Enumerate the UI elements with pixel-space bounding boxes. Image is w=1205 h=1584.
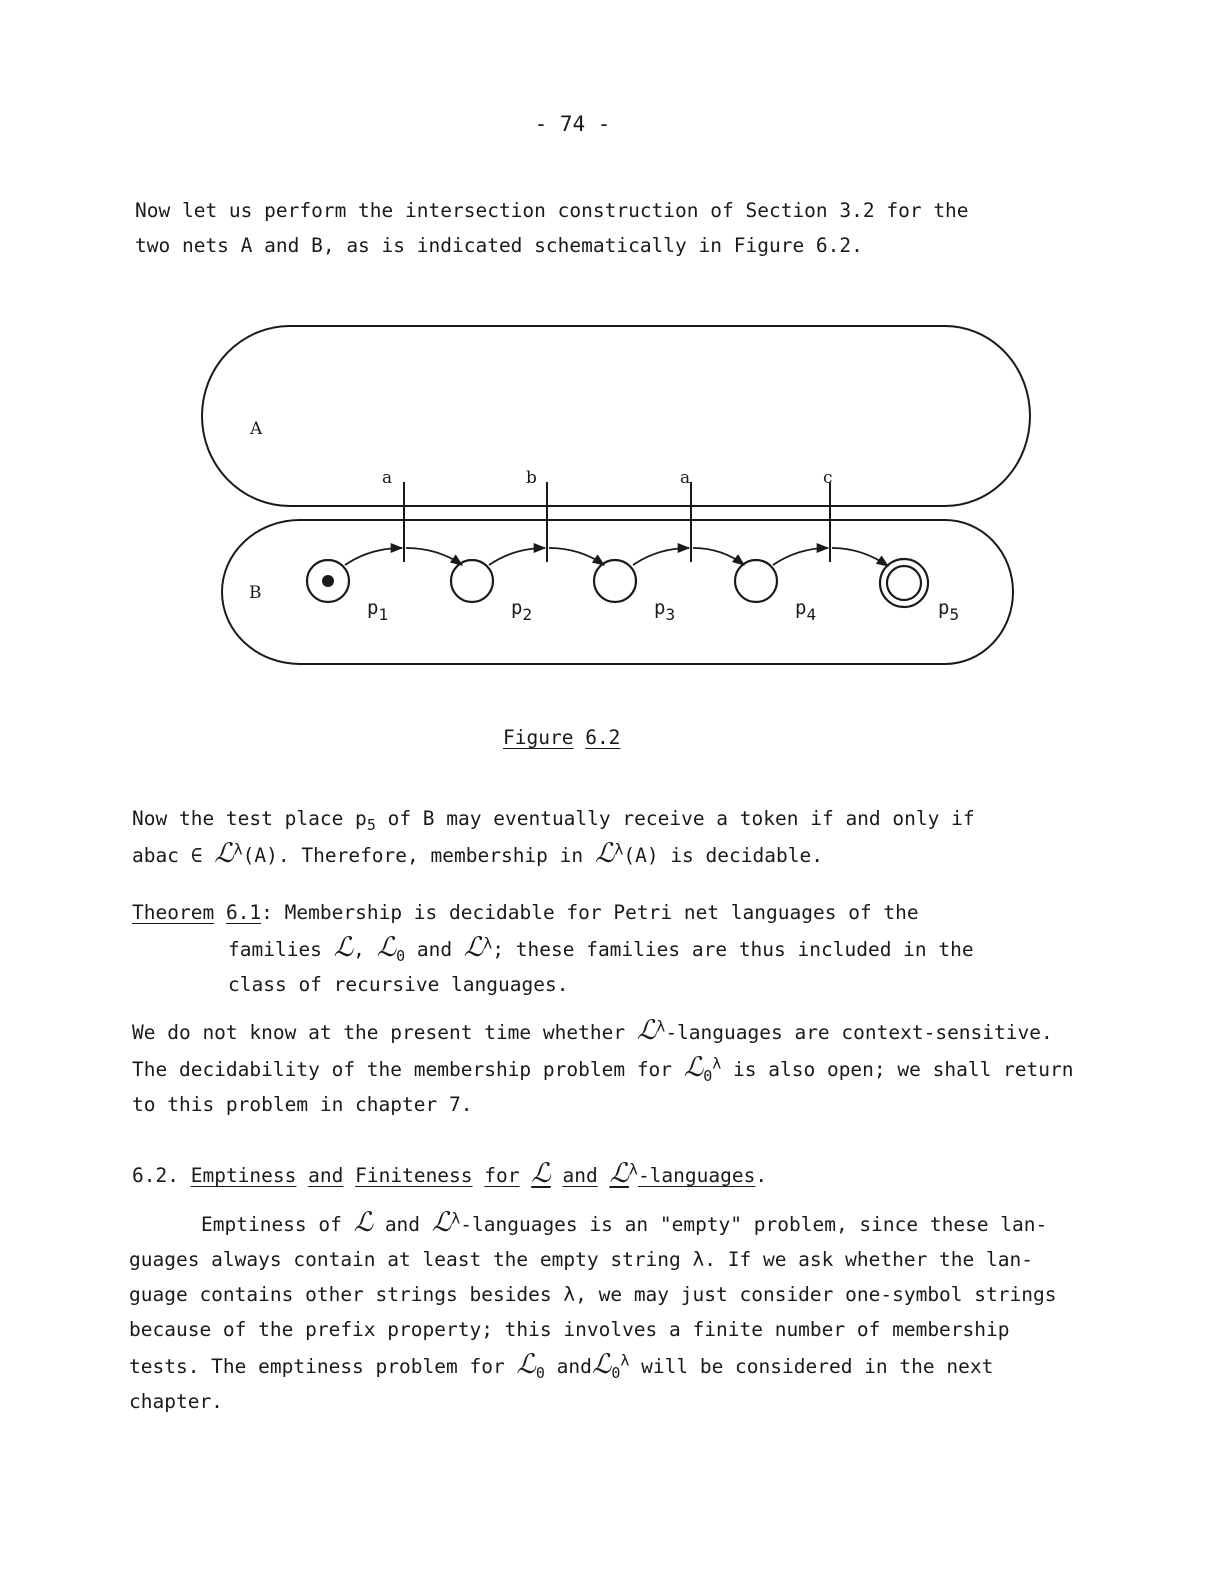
figure-petri-nets <box>0 0 1205 760</box>
page-number: - 74 - <box>534 112 611 136</box>
net-a-label: A <box>250 419 263 439</box>
transition-label: a <box>680 468 691 488</box>
emptiness-line-6: chapter. <box>129 1390 223 1413</box>
transition-label: b <box>526 468 537 488</box>
intro-line: two nets A and B, as is indicated schematically in Figure 6.2. <box>135 234 863 257</box>
section-number: 6.2. <box>132 1164 179 1187</box>
script-l-symbol: ℒ <box>333 932 354 963</box>
theorem-6-1 <box>132 895 974 1002</box>
transition-label: c <box>823 468 833 488</box>
place-subscript: 4 <box>806 605 817 624</box>
script-l-symbol: ℒ <box>463 932 484 963</box>
net-b-boundary <box>222 520 1013 664</box>
net-a-boundary <box>202 326 1030 506</box>
theorem-line-1: Theorem 6.1: Membership is decidable for Petri net languages of the <box>132 901 919 924</box>
emptiness-line-4: because of the prefix property; this involves a finite number of membership <box>129 1318 1010 1341</box>
script-l-symbol: ℒ <box>431 1207 452 1238</box>
script-l-symbol: ℒ <box>683 1052 704 1083</box>
open-line-3: to this problem in chapter 7. <box>132 1093 473 1116</box>
svg-text:p5 <box>938 597 959 624</box>
membership-line-2: abac ∈ ℒ$^\lambda$(A). Therefore, membership in ℒ$^\lambda$(A) is decidable. <box>132 838 823 869</box>
place-name: p <box>795 597 807 619</box>
script-l-symbol: ℒ <box>531 1158 551 1189</box>
place-subscript: 1 <box>378 605 389 624</box>
open-line-1: We do not know at the present time whether ℒ$^\lambda$-languages are context-sensitive. <box>132 1015 1053 1046</box>
caption-number: 6.2 <box>585 726 621 749</box>
open-problem-paragraph <box>132 1013 1074 1122</box>
transition-label: a <box>382 468 393 488</box>
place-name: p <box>654 597 666 619</box>
place-p2 <box>451 560 532 624</box>
place-subscript: 2 <box>522 605 533 624</box>
place-subscript: 5 <box>949 605 960 624</box>
place-p5 <box>880 559 959 624</box>
place-name: p <box>367 597 379 619</box>
svg-text:p4 <box>795 597 816 624</box>
open-line-2: The decidability of the membership problem for ℒ$_0^\lambda$ is also open; we shall return <box>132 1052 1074 1085</box>
script-l-symbol: ℒ <box>591 1349 612 1380</box>
theorem-label: Theorem <box>132 901 215 924</box>
theorem-line-2: families ℒ, ℒ$_0$ and ℒ$^\lambda$; these families are thus included in the <box>228 932 974 965</box>
figure-caption <box>503 720 620 755</box>
script-l-symbol: ℒ <box>594 838 615 869</box>
emptiness-paragraph <box>129 1205 1056 1419</box>
arcs <box>345 548 888 566</box>
script-l-symbol: ℒ <box>214 838 234 869</box>
membership-line-1: Now the test place $p_5$ of B may eventually receive a token if and only if <box>132 807 975 834</box>
caption-word: Figure <box>503 726 574 749</box>
place-p4 <box>735 560 816 624</box>
place-name: p <box>511 597 523 619</box>
token <box>322 575 334 587</box>
place-name: p <box>938 597 950 619</box>
svg-text:p1 <box>367 597 388 624</box>
net-b-label: B <box>249 583 262 603</box>
script-l-symbol: ℒ <box>609 1158 629 1189</box>
intro-line: Now let us perform the intersection construction of Section 3.2 for the <box>135 199 969 222</box>
svg-text:p3 <box>654 597 675 624</box>
script-l-symbol: ℒ <box>516 1349 536 1380</box>
emptiness-line-1: Emptiness of ℒ and ℒ$^\lambda$-languages is an "empty" problem, since these lan- <box>201 1207 1048 1238</box>
script-l-symbol: ℒ <box>353 1207 374 1238</box>
emptiness-line-5: tests. The emptiness problem for ℒ$_0$ andℒ$_0^\lambda$ will be considered in the next <box>129 1349 994 1382</box>
theorem-line-3: class of recursive languages. <box>228 973 569 996</box>
svg-text:p2 <box>511 597 532 624</box>
membership-paragraph <box>132 801 975 873</box>
emptiness-line-2: guages always contain at least the empty string λ. If we ask whether the lan- <box>129 1248 1033 1271</box>
emptiness-line-3: guage contains other strings besides λ, we may just consider one-symbol strings <box>129 1283 1057 1306</box>
place-p1 <box>307 560 388 624</box>
script-l-symbol: ℒ <box>636 1015 657 1046</box>
place-p3 <box>594 560 675 624</box>
place-subscript: 3 <box>665 605 676 624</box>
script-l-symbol: ℒ <box>376 932 397 963</box>
section-heading: 6.2. Emptiness and Finiteness for ℒ and ℒ$^\lambda$-languages. <box>132 1158 768 1189</box>
